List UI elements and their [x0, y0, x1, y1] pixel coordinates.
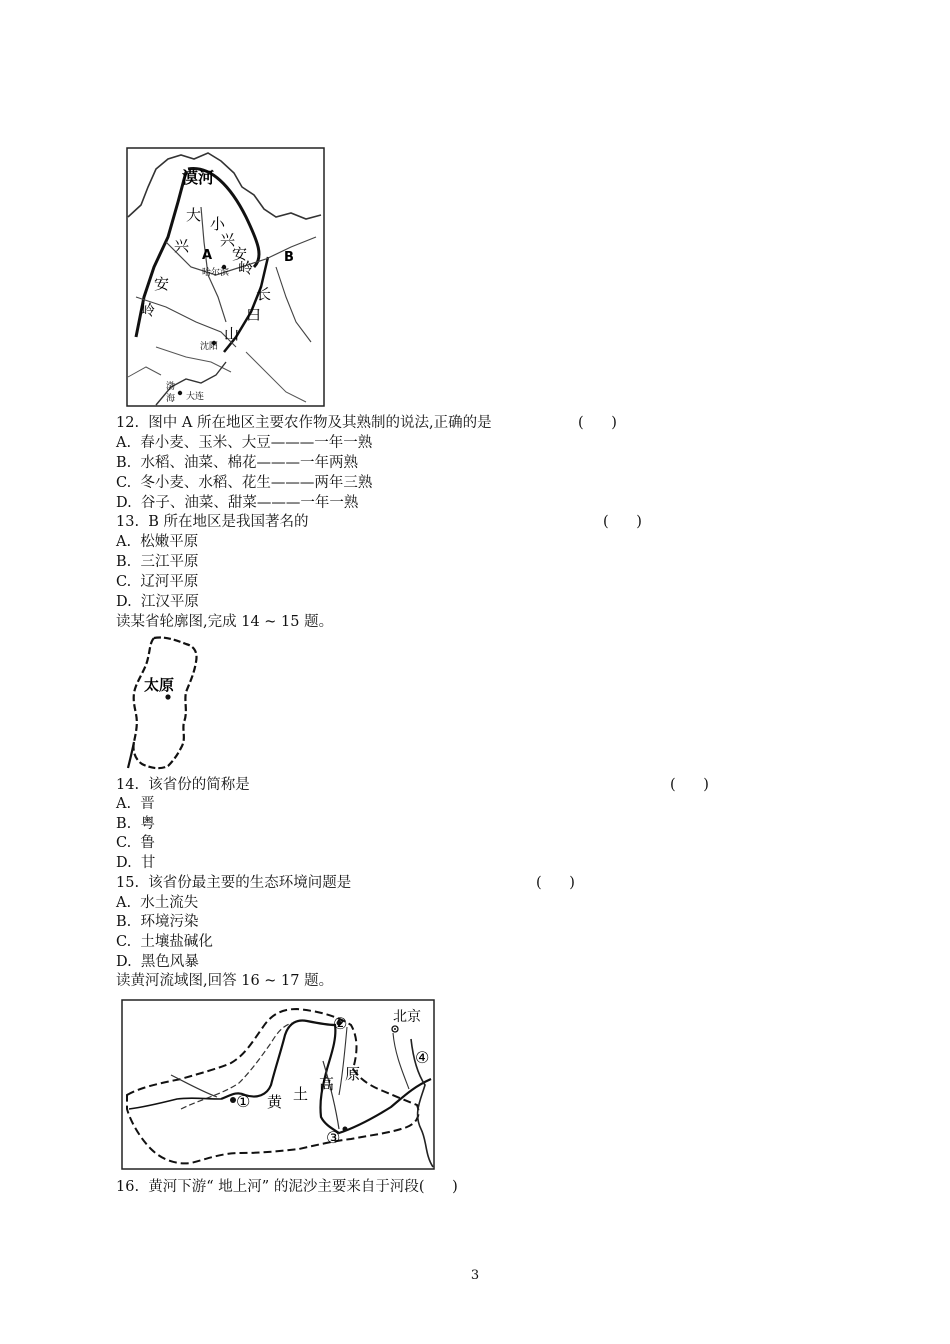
label-harbin: 哈尔滨 — [202, 268, 230, 278]
label-plateau-tu: 土 — [293, 1085, 309, 1103]
q13-option-d: D. 江汉平原 — [116, 594, 199, 610]
label-an2: 安 — [232, 245, 248, 263]
q12-answer-paren: ( ) — [578, 415, 617, 431]
label-dalian: 大连 — [186, 392, 205, 402]
label-bohai1: 渤 — [166, 382, 176, 392]
label-a: A — [202, 248, 213, 263]
q14-option-b: B. 粤 — [116, 816, 155, 832]
q15-answer-paren: ( ) — [536, 875, 575, 891]
label-beijing: 北京 — [393, 1009, 421, 1025]
q16-stem: 16. 黄河下游“ 地上河” 的泥沙主要来自于河段( ) — [116, 1179, 458, 1195]
label-plateau-yuan: 原 — [345, 1065, 361, 1083]
q12-option-a: A. 春小麦、玉米、大豆———一年一熟 — [116, 435, 373, 451]
label-shan: 山 — [224, 325, 240, 343]
q15-option-c: C. 土壤盐碱化 — [116, 934, 213, 950]
marker-3: ③ — [326, 1128, 341, 1147]
label-da: 大 — [186, 206, 202, 224]
province-outline-map — [124, 634, 208, 772]
label-ling2: 岭 — [238, 259, 254, 277]
q15-option-b: B. 环境污染 — [116, 914, 199, 930]
label-xing1: 兴 — [174, 237, 190, 255]
label-an1: 安 — [154, 275, 170, 293]
q14-option-d: D. 甘 — [116, 855, 156, 871]
q12-option-d: D. 谷子、油菜、甜菜———一年一熟 — [116, 495, 359, 511]
marker-1: ① — [236, 1092, 251, 1111]
q14-stem: 14. 该省份的简称是 — [116, 777, 250, 793]
q15-option-a: A. 水土流失 — [116, 895, 199, 911]
q14-option-a: A. 晋 — [116, 796, 155, 812]
q13-option-c: C. 辽河平原 — [116, 574, 199, 590]
intro-16-17: 读黄河流域图,回答 16 ~ 17 题。 — [116, 973, 334, 989]
label-bohai2: 海 — [166, 394, 176, 404]
label-chang: 长 — [256, 285, 272, 303]
q12-option-c: C. 冬小麦、水稻、花生———两年三熟 — [116, 475, 373, 491]
label-plateau-huang: 黄 — [267, 1093, 283, 1111]
q14-answer-paren: ( ) — [670, 777, 709, 793]
intro-14-15: 读某省轮廓图,完成 14 ~ 15 题。 — [116, 614, 334, 630]
yellow-river-basin-map — [121, 999, 436, 1171]
label-bai: 白 — [246, 305, 262, 323]
label-xiao: 小 — [210, 215, 226, 233]
page-number: 3 — [470, 1268, 480, 1283]
label-xing2: 兴 — [220, 231, 236, 249]
q13-option-b: B. 三江平原 — [116, 554, 199, 570]
q12-option-b: B. 水稻、油菜、棉花———一年两熟 — [116, 455, 358, 471]
marker-4: ④ — [415, 1048, 430, 1067]
label-taiyuan: 太原 — [144, 676, 175, 694]
label-b: B — [284, 250, 294, 265]
label-mohe: 漠河 — [182, 168, 215, 187]
q13-option-a: A. 松嫩平原 — [116, 534, 199, 550]
q13-stem: 13. B 所在地区是我国著名的 — [116, 514, 309, 530]
label-plateau-gao: 高 — [319, 1075, 335, 1093]
q15-stem: 15. 该省份最主要的生态环境问题是 — [116, 875, 352, 891]
q13-answer-paren: ( ) — [603, 514, 642, 530]
q15-option-d: D. 黑色风暴 — [116, 954, 199, 970]
q14-option-c: C. 鲁 — [116, 835, 155, 851]
q12-stem: 12. 图中 A 所在地区主要农作物及其熟制的说法,正确的是 — [116, 415, 492, 431]
label-shenyang: 沈阳 — [200, 342, 219, 352]
northeast-china-map — [126, 147, 326, 407]
label-ling1: 岭 — [140, 301, 156, 319]
marker-2: ② — [333, 1014, 348, 1033]
